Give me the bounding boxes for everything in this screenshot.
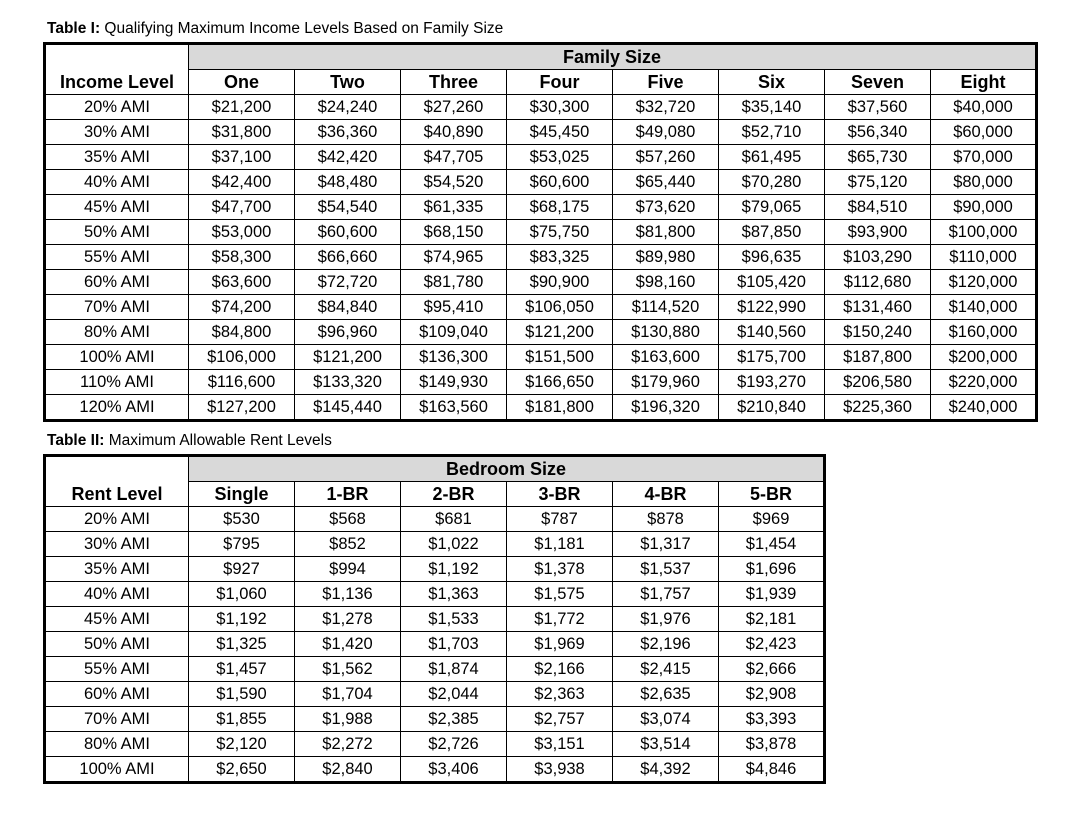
table-cell: $3,074 (613, 707, 719, 732)
table-cell: $1,575 (507, 582, 613, 607)
table-cell: $21,200 (189, 95, 295, 120)
table1-caption (47, 20, 503, 38)
column-header: Five (613, 70, 719, 95)
table-cell: $61,495 (719, 145, 825, 170)
table-row (45, 295, 1037, 320)
table-cell: $47,705 (401, 145, 507, 170)
table-cell: $2,181 (719, 607, 825, 632)
table-cell: $106,000 (189, 345, 295, 370)
table-cell: $65,440 (613, 170, 719, 195)
bedroom-size-group-header: Bedroom Size (189, 456, 825, 482)
table-row (45, 220, 1037, 245)
table-cell: $2,650 (189, 757, 295, 783)
table-row (45, 195, 1037, 220)
table-cell: $225,360 (825, 395, 931, 421)
column-header: Seven (825, 70, 931, 95)
table-cell: $4,846 (719, 757, 825, 783)
table-cell: $1,696 (719, 557, 825, 582)
table-cell: $61,335 (401, 195, 507, 220)
table-cell: $42,420 (295, 145, 401, 170)
table-row (45, 557, 825, 582)
table-cell: $150,240 (825, 320, 931, 345)
table-row (45, 607, 825, 632)
table-cell: $27,260 (401, 95, 507, 120)
income-table-corner-cell (45, 44, 189, 70)
table-cell: $136,300 (401, 345, 507, 370)
table-cell: $89,980 (613, 245, 719, 270)
table-cell: $2,363 (507, 682, 613, 707)
rent-table-corner-cell (45, 456, 189, 482)
table-cell: $48,480 (295, 170, 401, 195)
row-label: 30% AMI (45, 120, 189, 145)
table-cell: $994 (295, 557, 401, 582)
table-cell: $72,720 (295, 270, 401, 295)
table-cell: $70,280 (719, 170, 825, 195)
table-cell: $1,192 (401, 557, 507, 582)
table-cell: $95,410 (401, 295, 507, 320)
table-cell: $1,136 (295, 582, 401, 607)
table-cell: $30,300 (507, 95, 613, 120)
column-header: Six (719, 70, 825, 95)
column-header: 5-BR (719, 482, 825, 507)
table-cell: $1,022 (401, 532, 507, 557)
row-label: 70% AMI (45, 707, 189, 732)
table-row (45, 682, 825, 707)
row-label: 20% AMI (45, 95, 189, 120)
table-cell: $2,196 (613, 632, 719, 657)
table-cell: $49,080 (613, 120, 719, 145)
column-header: One (189, 70, 295, 95)
table-cell: $35,140 (719, 95, 825, 120)
table-cell: $3,878 (719, 732, 825, 757)
table-cell: $110,000 (931, 245, 1037, 270)
row-label: 60% AMI (45, 682, 189, 707)
table-cell: $1,278 (295, 607, 401, 632)
table-cell: $1,562 (295, 657, 401, 682)
table-cell: $121,200 (507, 320, 613, 345)
table-cell: $1,855 (189, 707, 295, 732)
table-cell: $1,317 (613, 532, 719, 557)
table-cell: $530 (189, 507, 295, 532)
table-cell: $32,720 (613, 95, 719, 120)
row-label: 100% AMI (45, 345, 189, 370)
table-cell: $60,600 (295, 220, 401, 245)
table-cell: $2,757 (507, 707, 613, 732)
column-header: Single (189, 482, 295, 507)
table-cell: $140,560 (719, 320, 825, 345)
table-cell: $68,175 (507, 195, 613, 220)
income-levels-table (43, 42, 1038, 422)
table-cell: $160,000 (931, 320, 1037, 345)
row-label: 60% AMI (45, 270, 189, 295)
table-cell: $2,385 (401, 707, 507, 732)
column-header: 1-BR (295, 482, 401, 507)
table-cell: $131,460 (825, 295, 931, 320)
column-header: Four (507, 70, 613, 95)
table-row (45, 270, 1037, 295)
income-level-column-header: Income Level (45, 70, 189, 95)
table-row (45, 395, 1037, 421)
table-cell: $96,960 (295, 320, 401, 345)
table-cell: $568 (295, 507, 401, 532)
column-header: 2-BR (401, 482, 507, 507)
table-cell: $121,200 (295, 345, 401, 370)
table-row (45, 657, 825, 682)
row-label: 120% AMI (45, 395, 189, 421)
table-cell: $1,325 (189, 632, 295, 657)
table-cell: $3,406 (401, 757, 507, 783)
table-row (45, 532, 825, 557)
table-cell: $42,400 (189, 170, 295, 195)
table-cell: $2,166 (507, 657, 613, 682)
table-cell: $206,580 (825, 370, 931, 395)
table-cell: $2,726 (401, 732, 507, 757)
table-cell: $1,454 (719, 532, 825, 557)
table-cell: $133,320 (295, 370, 401, 395)
table-cell: $81,780 (401, 270, 507, 295)
table-cell: $1,772 (507, 607, 613, 632)
table-cell: $181,800 (507, 395, 613, 421)
table-cell: $1,060 (189, 582, 295, 607)
table-row (45, 632, 825, 657)
table-row (45, 145, 1037, 170)
table-cell: $2,908 (719, 682, 825, 707)
row-label: 45% AMI (45, 195, 189, 220)
table-cell: $90,900 (507, 270, 613, 295)
table-cell: $74,200 (189, 295, 295, 320)
table-cell: $84,840 (295, 295, 401, 320)
table-cell: $151,500 (507, 345, 613, 370)
table-cell: $1,976 (613, 607, 719, 632)
table-cell: $1,457 (189, 657, 295, 682)
row-label: 55% AMI (45, 245, 189, 270)
column-header: Two (295, 70, 401, 95)
table-cell: $116,600 (189, 370, 295, 395)
table-cell: $166,650 (507, 370, 613, 395)
table-row (45, 757, 825, 783)
table-cell: $200,000 (931, 345, 1037, 370)
table-cell: $37,100 (189, 145, 295, 170)
row-label: 110% AMI (45, 370, 189, 395)
table-cell: $1,939 (719, 582, 825, 607)
table2-caption (47, 432, 332, 450)
table-cell: $100,000 (931, 220, 1037, 245)
table-cell: $114,520 (613, 295, 719, 320)
table-cell: $1,757 (613, 582, 719, 607)
table-cell: $74,965 (401, 245, 507, 270)
table-cell: $1,533 (401, 607, 507, 632)
table-cell: $1,181 (507, 532, 613, 557)
table-cell: $3,151 (507, 732, 613, 757)
row-label: 40% AMI (45, 170, 189, 195)
family-size-group-header: Family Size (189, 44, 1037, 70)
row-label: 55% AMI (45, 657, 189, 682)
table-row (45, 732, 825, 757)
table-cell: $1,988 (295, 707, 401, 732)
table-cell: $795 (189, 532, 295, 557)
table-cell: $852 (295, 532, 401, 557)
table-cell: $1,874 (401, 657, 507, 682)
table-cell: $52,710 (719, 120, 825, 145)
table-cell: $2,044 (401, 682, 507, 707)
table-cell: $68,150 (401, 220, 507, 245)
table-row (45, 507, 825, 532)
table-cell: $2,415 (613, 657, 719, 682)
table2-caption-label: Table II: (47, 432, 105, 449)
table-cell: $130,880 (613, 320, 719, 345)
table-cell: $47,700 (189, 195, 295, 220)
table-cell: $3,393 (719, 707, 825, 732)
table-cell: $57,260 (613, 145, 719, 170)
row-label: 50% AMI (45, 632, 189, 657)
table-cell: $106,050 (507, 295, 613, 320)
row-label: 50% AMI (45, 220, 189, 245)
row-label: 20% AMI (45, 507, 189, 532)
table-cell: $90,000 (931, 195, 1037, 220)
table-cell: $31,800 (189, 120, 295, 145)
table1-caption-label: Table I: (47, 20, 101, 37)
table-cell: $179,960 (613, 370, 719, 395)
table-cell: $878 (613, 507, 719, 532)
table-cell: $2,666 (719, 657, 825, 682)
table-cell: $1,704 (295, 682, 401, 707)
table-cell: $24,240 (295, 95, 401, 120)
table-cell: $2,272 (295, 732, 401, 757)
row-label: 70% AMI (45, 295, 189, 320)
table-cell: $3,938 (507, 757, 613, 783)
table-cell: $63,600 (189, 270, 295, 295)
table-row (45, 320, 1037, 345)
table-cell: $66,660 (295, 245, 401, 270)
table-cell: $240,000 (931, 395, 1037, 421)
table-cell: $2,423 (719, 632, 825, 657)
rent-level-column-header: Rent Level (45, 482, 189, 507)
table-cell: $127,200 (189, 395, 295, 421)
table-cell: $1,378 (507, 557, 613, 582)
row-label: 45% AMI (45, 607, 189, 632)
table-cell: $96,635 (719, 245, 825, 270)
table-cell: $83,325 (507, 245, 613, 270)
table-cell: $1,703 (401, 632, 507, 657)
table-cell: $79,065 (719, 195, 825, 220)
table-cell: $1,969 (507, 632, 613, 657)
table-cell: $60,600 (507, 170, 613, 195)
table-cell: $37,560 (825, 95, 931, 120)
table-cell: $105,420 (719, 270, 825, 295)
table-row (45, 120, 1037, 145)
table-cell: $81,800 (613, 220, 719, 245)
table-cell: $149,930 (401, 370, 507, 395)
table-cell: $220,000 (931, 370, 1037, 395)
table-cell: $93,900 (825, 220, 931, 245)
column-header: 4-BR (613, 482, 719, 507)
table-cell: $84,510 (825, 195, 931, 220)
table-cell: $53,000 (189, 220, 295, 245)
row-label: 80% AMI (45, 732, 189, 757)
table-cell: $681 (401, 507, 507, 532)
table-cell: $1,363 (401, 582, 507, 607)
row-label: 100% AMI (45, 757, 189, 783)
table-cell: $87,850 (719, 220, 825, 245)
column-header: 3-BR (507, 482, 613, 507)
table-row (45, 707, 825, 732)
table1-caption-text: Qualifying Maximum Income Levels Based on Family Size (100, 20, 504, 37)
table-cell: $112,680 (825, 270, 931, 295)
rent-levels-table (43, 454, 826, 784)
table-cell: $70,000 (931, 145, 1037, 170)
row-label: 30% AMI (45, 532, 189, 557)
table-cell: $73,620 (613, 195, 719, 220)
table-cell: $196,320 (613, 395, 719, 421)
table-cell: $54,520 (401, 170, 507, 195)
table-cell: $54,540 (295, 195, 401, 220)
table-cell: $98,160 (613, 270, 719, 295)
table-cell: $45,450 (507, 120, 613, 145)
table-cell: $58,300 (189, 245, 295, 270)
table-cell: $60,000 (931, 120, 1037, 145)
table-cell: $187,800 (825, 345, 931, 370)
column-header: Eight (931, 70, 1037, 95)
table-cell: $145,440 (295, 395, 401, 421)
table-cell: $120,000 (931, 270, 1037, 295)
table-cell: $109,040 (401, 320, 507, 345)
table-cell: $4,392 (613, 757, 719, 783)
table2-caption-text: Maximum Allowable Rent Levels (104, 432, 332, 449)
table-cell: $80,000 (931, 170, 1037, 195)
table-row (45, 370, 1037, 395)
table-cell: $163,560 (401, 395, 507, 421)
table-cell: $53,025 (507, 145, 613, 170)
table-cell: $1,192 (189, 607, 295, 632)
table-cell: $56,340 (825, 120, 931, 145)
table-cell: $36,360 (295, 120, 401, 145)
table-cell: $927 (189, 557, 295, 582)
table-cell: $84,800 (189, 320, 295, 345)
table-cell: $2,840 (295, 757, 401, 783)
row-label: 40% AMI (45, 582, 189, 607)
row-label: 35% AMI (45, 557, 189, 582)
table-cell: $140,000 (931, 295, 1037, 320)
table-cell: $103,290 (825, 245, 931, 270)
table-cell: $787 (507, 507, 613, 532)
table-cell: $40,890 (401, 120, 507, 145)
table-cell: $1,420 (295, 632, 401, 657)
table-cell: $122,990 (719, 295, 825, 320)
table-cell: $65,730 (825, 145, 931, 170)
table-cell: $75,120 (825, 170, 931, 195)
table-cell: $1,537 (613, 557, 719, 582)
table-row (45, 582, 825, 607)
table-cell: $2,635 (613, 682, 719, 707)
table-cell: $175,700 (719, 345, 825, 370)
table-cell: $210,840 (719, 395, 825, 421)
table-cell: $3,514 (613, 732, 719, 757)
table-cell: $969 (719, 507, 825, 532)
table-cell: $163,600 (613, 345, 719, 370)
table-row (45, 95, 1037, 120)
table-row (45, 170, 1037, 195)
row-label: 35% AMI (45, 145, 189, 170)
row-label: 80% AMI (45, 320, 189, 345)
table-cell: $2,120 (189, 732, 295, 757)
table-cell: $75,750 (507, 220, 613, 245)
table-cell: $40,000 (931, 95, 1037, 120)
column-header: Three (401, 70, 507, 95)
table-cell: $193,270 (719, 370, 825, 395)
table-row (45, 245, 1037, 270)
table-row (45, 345, 1037, 370)
table-cell: $1,590 (189, 682, 295, 707)
